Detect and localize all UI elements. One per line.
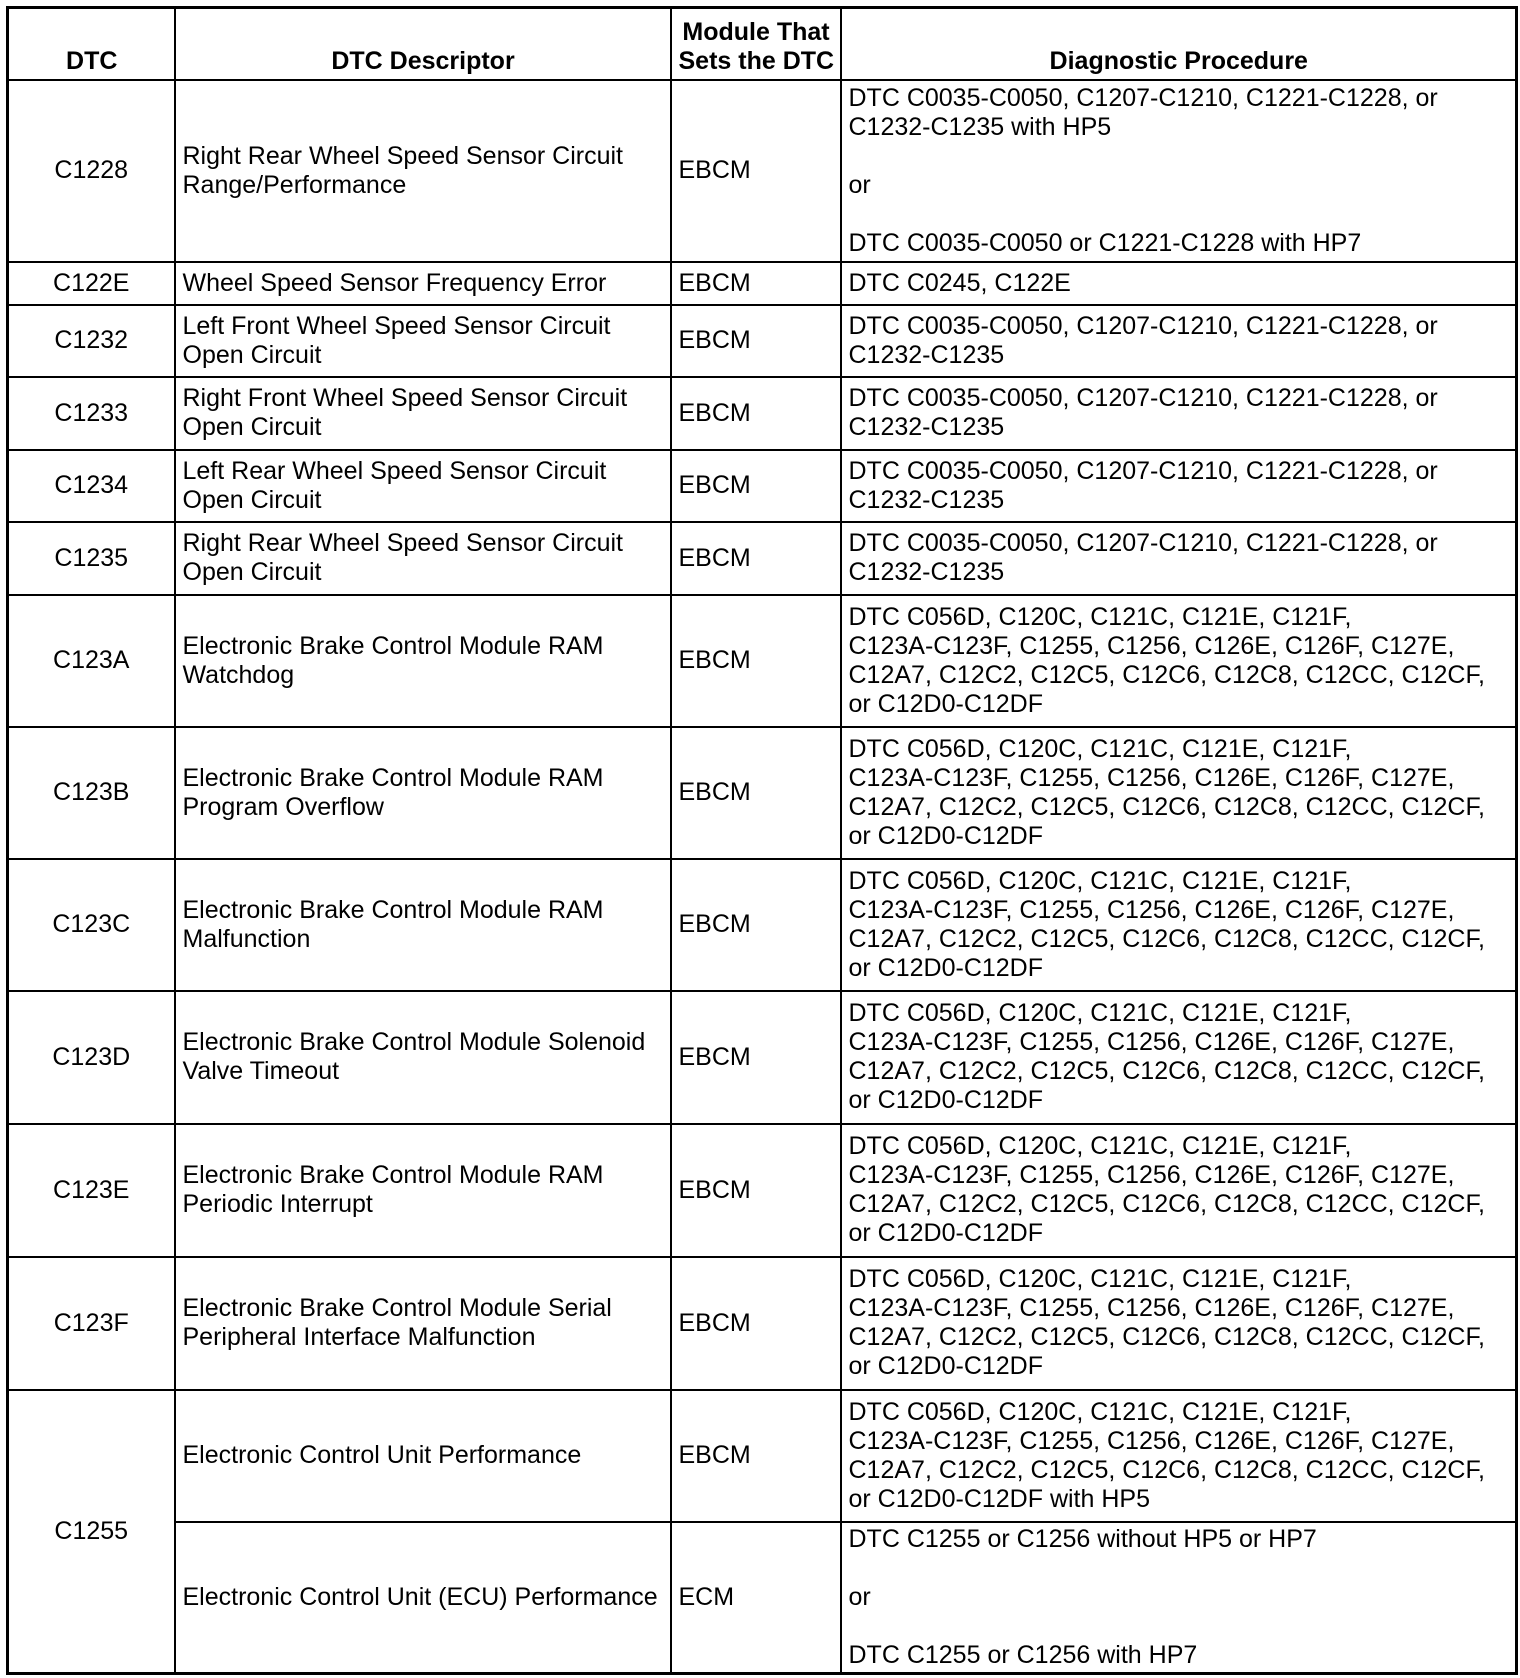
procedure-cell: DTC C0035-C0050, C1207-C1210, C1221-C1228, or C1232-C1235 with HP5 or DTC C0035-C0050 or C1221-C1228 with HP7 (841, 80, 1517, 262)
module-cell: EBCM (671, 450, 841, 522)
descriptor-cell: Electronic Brake Control Module RAM Periodic Interrupt (175, 1124, 671, 1257)
procedure-cell: DTC C0035-C0050, C1207-C1210, C1221-C1228, or C1232-C1235 (841, 450, 1517, 522)
procedure-cell: DTC C1255 or C1256 without HP5 or HP7 or DTC C1255 or C1256 with HP7 (841, 1522, 1517, 1674)
descriptor-cell: Right Rear Wheel Speed Sensor Circuit Open Circuit (175, 522, 671, 595)
module-cell: EBCM (671, 262, 841, 305)
descriptor-cell: Left Front Wheel Speed Sensor Circuit Open Circuit (175, 305, 671, 377)
procedure-cell: DTC C056D, C120C, C121C, C121E, C121F, C123A-C123F, C1255, C1256, C126E, C126F, C127E, C12A7, C12C2, C12C5, C12C6, C12C8, C12CC, C12CF, or C12D0-C12DF (841, 1124, 1517, 1257)
module-cell: EBCM (671, 727, 841, 859)
table-row (8, 377, 1517, 450)
descriptor-cell: Electronic Control Unit Performance (175, 1390, 671, 1522)
module-cell: EBCM (671, 305, 841, 377)
dtc-cell: C1233 (8, 377, 175, 450)
table-row (8, 262, 1517, 305)
dtc-cell: C123A (8, 595, 175, 727)
module-cell: EBCM (671, 377, 841, 450)
header-descriptor: DTC Descriptor (175, 8, 671, 80)
header-procedure: Diagnostic Procedure (841, 8, 1517, 80)
table-row (8, 727, 1517, 859)
table-row (8, 450, 1517, 522)
module-cell: EBCM (671, 80, 841, 262)
dtc-cell: C1234 (8, 450, 175, 522)
table-row (8, 1257, 1517, 1390)
header-row (8, 8, 1517, 80)
dtc-cell: C123B (8, 727, 175, 859)
procedure-cell: DTC C056D, C120C, C121C, C121E, C121F, C123A-C123F, C1255, C1256, C126E, C126F, C127E, C12A7, C12C2, C12C5, C12C6, C12C8, C12CC, C12CF, or C12D0-C12DF (841, 727, 1517, 859)
descriptor-cell: Right Front Wheel Speed Sensor Circuit Open Circuit (175, 377, 671, 450)
procedure-cell: DTC C0035-C0050, C1207-C1210, C1221-C1228, or C1232-C1235 (841, 522, 1517, 595)
dtc-cell: C1255 (8, 1390, 175, 1674)
table-row (8, 1522, 1517, 1674)
module-cell: EBCM (671, 859, 841, 991)
table-row (8, 1124, 1517, 1257)
descriptor-cell: Left Rear Wheel Speed Sensor Circuit Open Circuit (175, 450, 671, 522)
module-cell: EBCM (671, 1124, 841, 1257)
procedure-cell: DTC C056D, C120C, C121C, C121E, C121F, C123A-C123F, C1255, C1256, C126E, C126F, C127E, C12A7, C12C2, C12C5, C12C6, C12C8, C12CC, C12CF, or C12D0-C12DF (841, 991, 1517, 1124)
table-row (8, 522, 1517, 595)
dtc-cell: C123D (8, 991, 175, 1124)
descriptor-cell: Electronic Brake Control Module RAM Program Overflow (175, 727, 671, 859)
dtc-cell: C122E (8, 262, 175, 305)
module-cell: EBCM (671, 522, 841, 595)
procedure-cell: DTC C0035-C0050, C1207-C1210, C1221-C1228, or C1232-C1235 (841, 305, 1517, 377)
module-cell: EBCM (671, 1390, 841, 1522)
descriptor-cell: Electronic Brake Control Module Solenoid Valve Timeout (175, 991, 671, 1124)
descriptor-cell: Electronic Control Unit (ECU) Performance (175, 1522, 671, 1674)
dtc-cell: C1232 (8, 305, 175, 377)
procedure-cell: DTC C056D, C120C, C121C, C121E, C121F, C123A-C123F, C1255, C1256, C126E, C126F, C127E, C12A7, C12C2, C12C5, C12C6, C12C8, C12CC, C12CF, or C12D0-C12DF (841, 859, 1517, 991)
dtc-cell: C123E (8, 1124, 175, 1257)
procedure-cell: DTC C056D, C120C, C121C, C121E, C121F, C123A-C123F, C1255, C1256, C126E, C126F, C127E, C12A7, C12C2, C12C5, C12C6, C12C8, C12CC, C12CF, or C12D0-C12DF (841, 1257, 1517, 1390)
descriptor-cell: Right Rear Wheel Speed Sensor Circuit Range/Performance (175, 80, 671, 262)
header-module: Module That Sets the DTC (671, 8, 841, 80)
dtc-cell: C1235 (8, 522, 175, 595)
descriptor-cell: Electronic Brake Control Module Serial Peripheral Interface Malfunction (175, 1257, 671, 1390)
dtc-cell: C123F (8, 1257, 175, 1390)
table-row (8, 859, 1517, 991)
descriptor-cell: Wheel Speed Sensor Frequency Error (175, 262, 671, 305)
table-row (8, 80, 1517, 262)
module-cell: EBCM (671, 1257, 841, 1390)
descriptor-cell: Electronic Brake Control Module RAM Watchdog (175, 595, 671, 727)
table-row (8, 991, 1517, 1124)
dtc-table (6, 6, 1518, 1675)
module-cell: EBCM (671, 991, 841, 1124)
module-cell: ECM (671, 1522, 841, 1674)
procedure-cell: DTC C056D, C120C, C121C, C121E, C121F, C123A-C123F, C1255, C1256, C126E, C126F, C127E, C12A7, C12C2, C12C5, C12C6, C12C8, C12CC, C12CF, or C12D0-C12DF with HP5 (841, 1390, 1517, 1522)
table-row (8, 305, 1517, 377)
table-row (8, 595, 1517, 727)
dtc-cell: C123C (8, 859, 175, 991)
dtc-cell: C1228 (8, 80, 175, 262)
header-dtc: DTC (8, 8, 175, 80)
procedure-cell: DTC C0245, C122E (841, 262, 1517, 305)
procedure-cell: DTC C056D, C120C, C121C, C121E, C121F, C123A-C123F, C1255, C1256, C126E, C126F, C127E, C12A7, C12C2, C12C5, C12C6, C12C8, C12CC, C12CF, or C12D0-C12DF (841, 595, 1517, 727)
procedure-cell: DTC C0035-C0050, C1207-C1210, C1221-C1228, or C1232-C1235 (841, 377, 1517, 450)
table-row (8, 1390, 1517, 1522)
module-cell: EBCM (671, 595, 841, 727)
descriptor-cell: Electronic Brake Control Module RAM Malfunction (175, 859, 671, 991)
